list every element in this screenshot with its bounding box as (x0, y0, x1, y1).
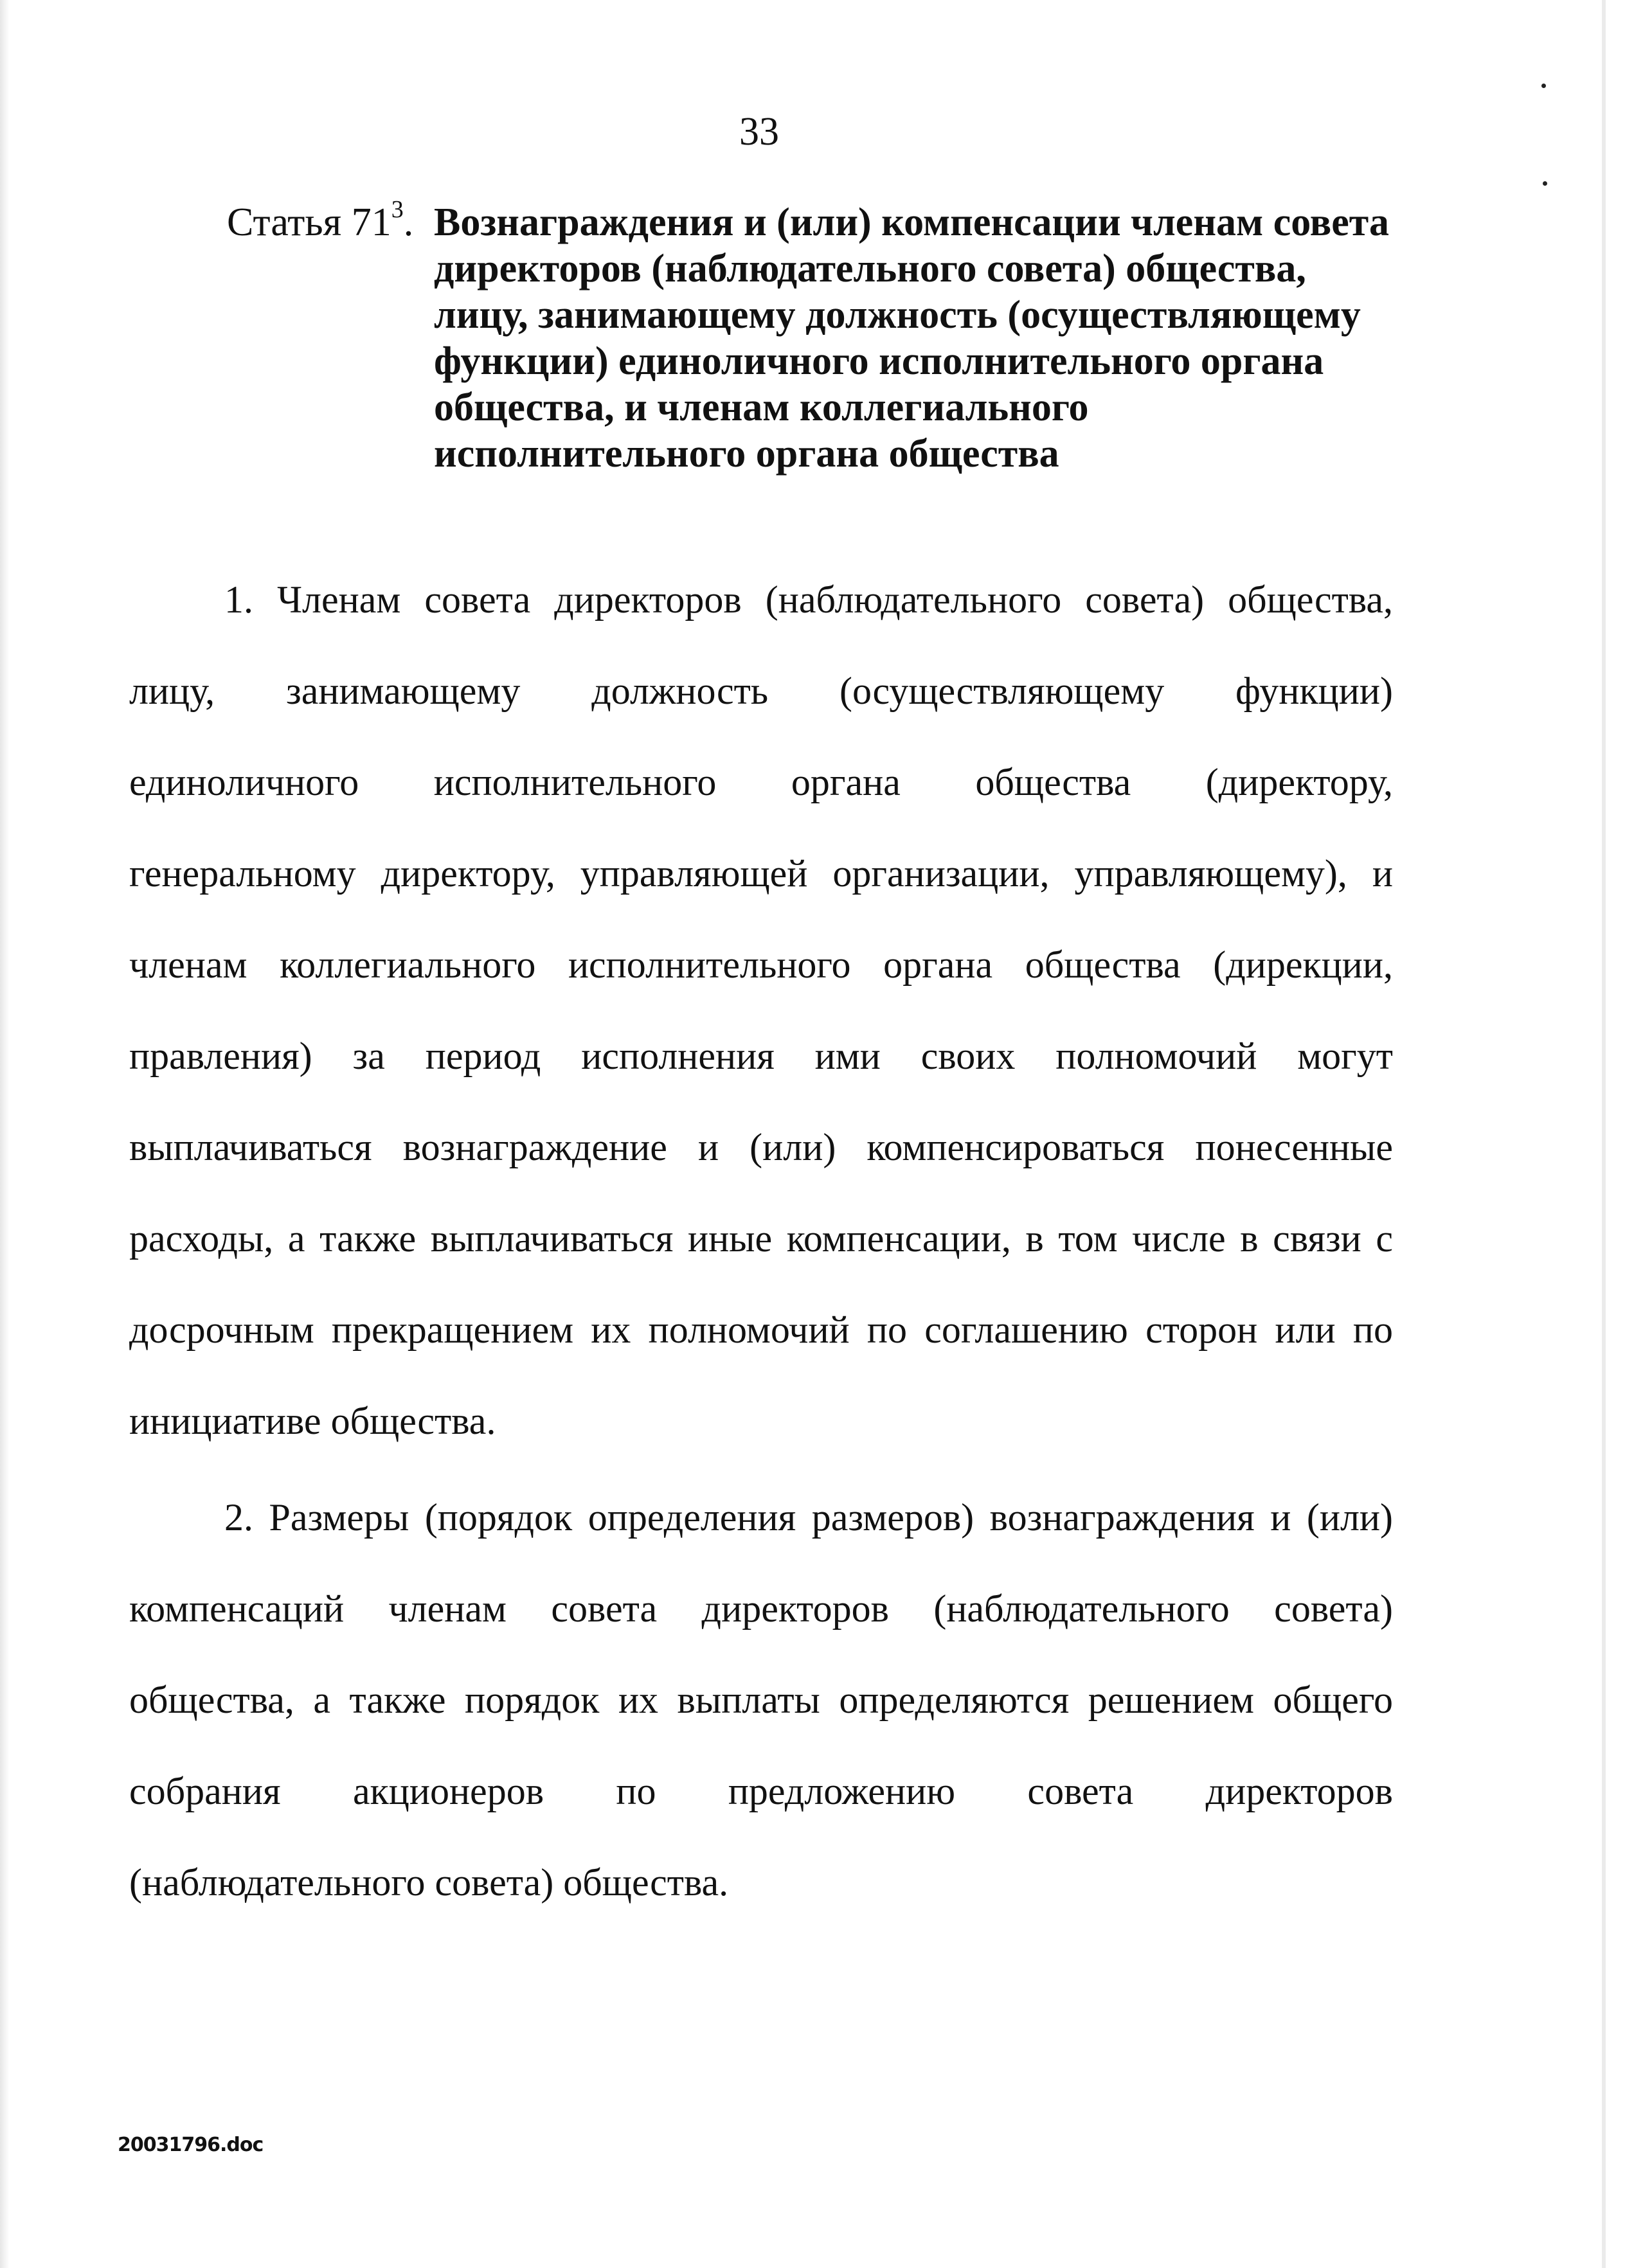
page-number: 33 (739, 110, 779, 154)
article-superscript: 3 (391, 196, 404, 223)
text-line: лицу, занимающему должность (осуществляющему функции) (129, 670, 1393, 712)
article-number: Статья 71 (227, 201, 391, 244)
text-line: общества, а также порядок их выплаты определяются решением общего (129, 1679, 1393, 1721)
text-line: генеральному директору, управляющей организации, управляющему), и (129, 852, 1393, 895)
article-label-suffix: . (403, 201, 414, 244)
text-line: правления) за период исполнения ими своих полномочий могут (129, 1035, 1393, 1077)
article-title (434, 199, 1398, 477)
scan-speck (1541, 84, 1546, 88)
title-line: директоров (наблюдательного совета) общества, (434, 247, 1306, 290)
text-line: компенсаций членам совета директоров (наблюдательного совета) (129, 1587, 1393, 1630)
title-line: общества, и членам коллегиального (434, 386, 1089, 429)
text-line: досрочным прекращением их полномочий по соглашению сторон или по (129, 1308, 1393, 1351)
title-line: исполнительного органа общества (434, 432, 1059, 476)
title-line: функции) единоличного исполнительного органа (434, 339, 1324, 383)
title-line: лицу, занимающему должность (осуществляющему (434, 293, 1361, 337)
text-line: 2. Размеры (порядок определения размеров) вознаграждения и (или) (224, 1496, 1393, 1539)
file-name-footer: 20031796.doc (118, 2134, 264, 2156)
article-label (227, 196, 414, 246)
paragraph-2 (129, 1472, 1393, 1928)
text-line: (наблюдательного совета) общества. (129, 1861, 729, 1904)
scan-speck (1543, 181, 1547, 186)
title-line: Вознаграждения и (или) компенсации членам совета (434, 201, 1389, 244)
text-line: собрания акционеров по предложению совета директоров (129, 1770, 1393, 1812)
text-line: выплачиваться вознаграждение и (или) компенсироваться понесенные (129, 1126, 1393, 1168)
text-line: расходы, а также выплачиваться иные компенсации, в том числе в связи с (129, 1217, 1393, 1260)
text-line: 1. Членам совета директоров (наблюдательного совета) общества, (224, 578, 1393, 621)
text-line: инициативе общества. (129, 1400, 496, 1442)
text-line: членам коллегиального исполнительного органа общества (дирекции, (129, 943, 1393, 986)
scan-edge-right (1602, 0, 1606, 2268)
scan-edge-left (0, 0, 9, 2268)
text-line: единоличного исполнительного органа общества (директору, (129, 761, 1393, 803)
paragraph-1 (129, 554, 1393, 1467)
